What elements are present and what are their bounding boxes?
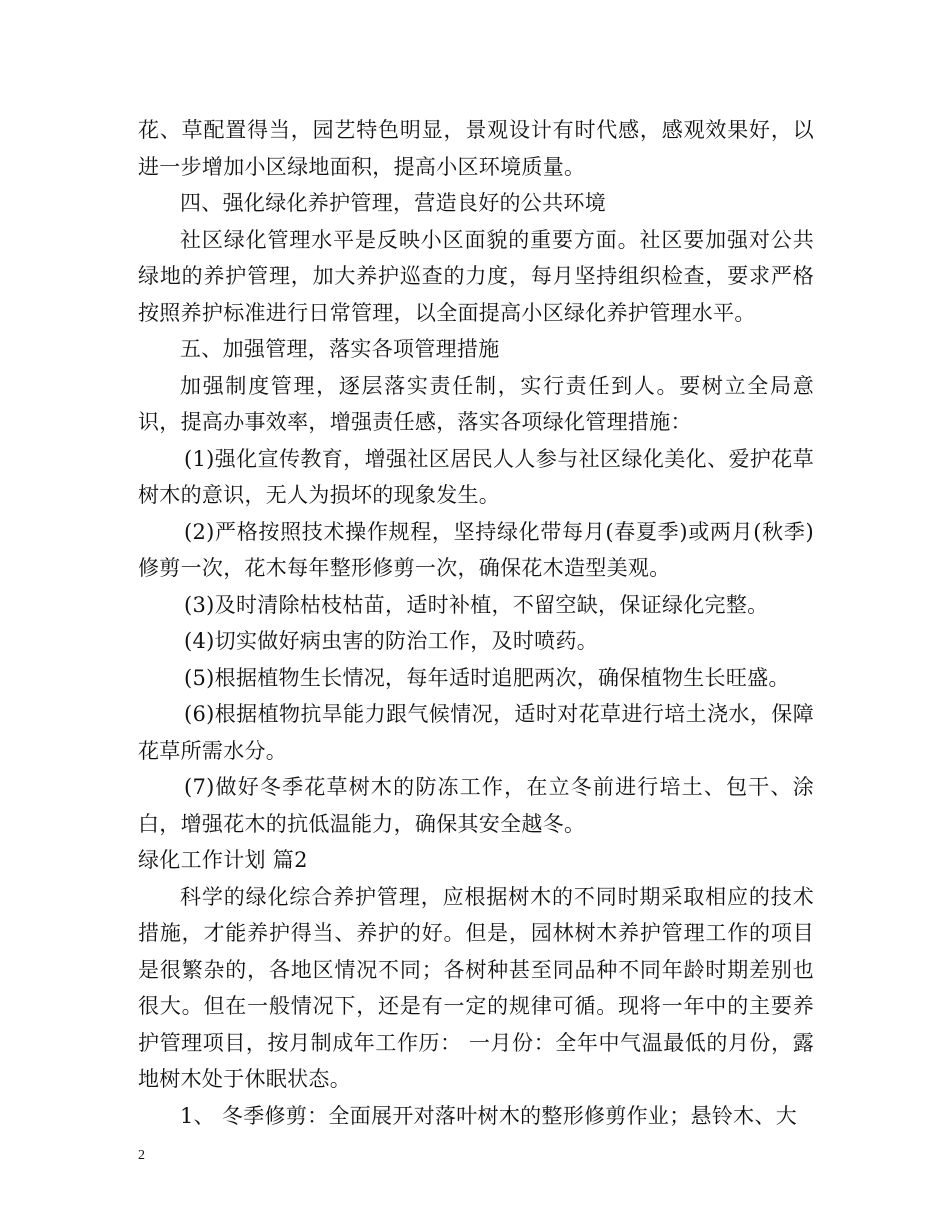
list-item-5: (5)根据植物生长情况，每年适时追肥两次，确保植物生长旺盛。 <box>184 665 790 690</box>
list-item-3: (3)及时清除枯枝枯苗，适时补植，不留空缺，保证绿化完整。 <box>184 592 769 617</box>
list-item-7: (7)做好冬季花草树木的防冻工作，在立冬前进行培土、包干、涂白，增强花木的抗低温能力，确保其安全越冬。 <box>138 775 814 836</box>
paragraph-system-management: 加强制度管理，逐层落实责任制，实行责任到人。要树立全局意识，提高办事效率，增强责任感，落实各项绿化管理措施： <box>138 373 814 434</box>
section-heading-5: 五、加强管理，落实各项管理措施 <box>180 337 500 361</box>
section-heading-4: 四、强化绿化养护管理，营造良好的公共环境 <box>180 191 606 215</box>
article-title-2: 绿化工作计划 篇2 <box>138 848 308 872</box>
paragraph-winter-pruning: 1、 冬季修剪：全面展开对落叶树木的整形修剪作业；悬铃木、大 <box>180 1103 798 1128</box>
list-item-2: (2)严格按照技术操作规程，坚持绿化带每月(春夏季)或两月(秋季)修剪一次，花木每年整形修剪一次，确保花木造型美观。 <box>138 519 814 580</box>
document-body <box>138 112 814 1134</box>
page-number: 2 <box>138 1148 145 1163</box>
list-item-6: (6)根据植物抗旱能力跟气候情况，适时对花草进行培土浇水，保障花草所需水分。 <box>138 702 814 763</box>
paragraph-maintenance-intro: 科学的绿化综合养护管理，应根据树木的不同时期采取相应的技术措施，才能养护得当、养护的好。但是，园林树木养护管理工作的项目是很繁杂的，各地区情况不同；各树种甚至同品种不同年龄时期差别也很大。但在一般情况下，还是有一定的规律可循。现将一年中的主要养护管理项目，按月制成年工作历： 一月份：全年中气温最低的月份，露地树木处于休眠状态。 <box>138 884 814 1091</box>
list-item-4: (4)切实做好病虫害的防治工作，及时喷药。 <box>184 629 599 653</box>
list-item-1: (1)强化宣传教育，增强社区居民人人参与社区绿化美化、爱护花草树木的意识，无人为损坏的现象发生。 <box>138 446 814 507</box>
paragraph-community-management: 社区绿化管理水平是反映小区面貌的重要方面。社区要加强对公共绿地的养护管理，加大养护巡查的力度，每月坚持组织检查，要求严格按照养护标准进行日常管理，以全面提高小区绿化养护管理水平。 <box>138 227 814 325</box>
paragraph-continuation: 花、草配置得当，园艺特色明显，景观设计有时代感，感观效果好，以进一步增加小区绿地面积，提高小区环境质量。 <box>138 118 814 179</box>
